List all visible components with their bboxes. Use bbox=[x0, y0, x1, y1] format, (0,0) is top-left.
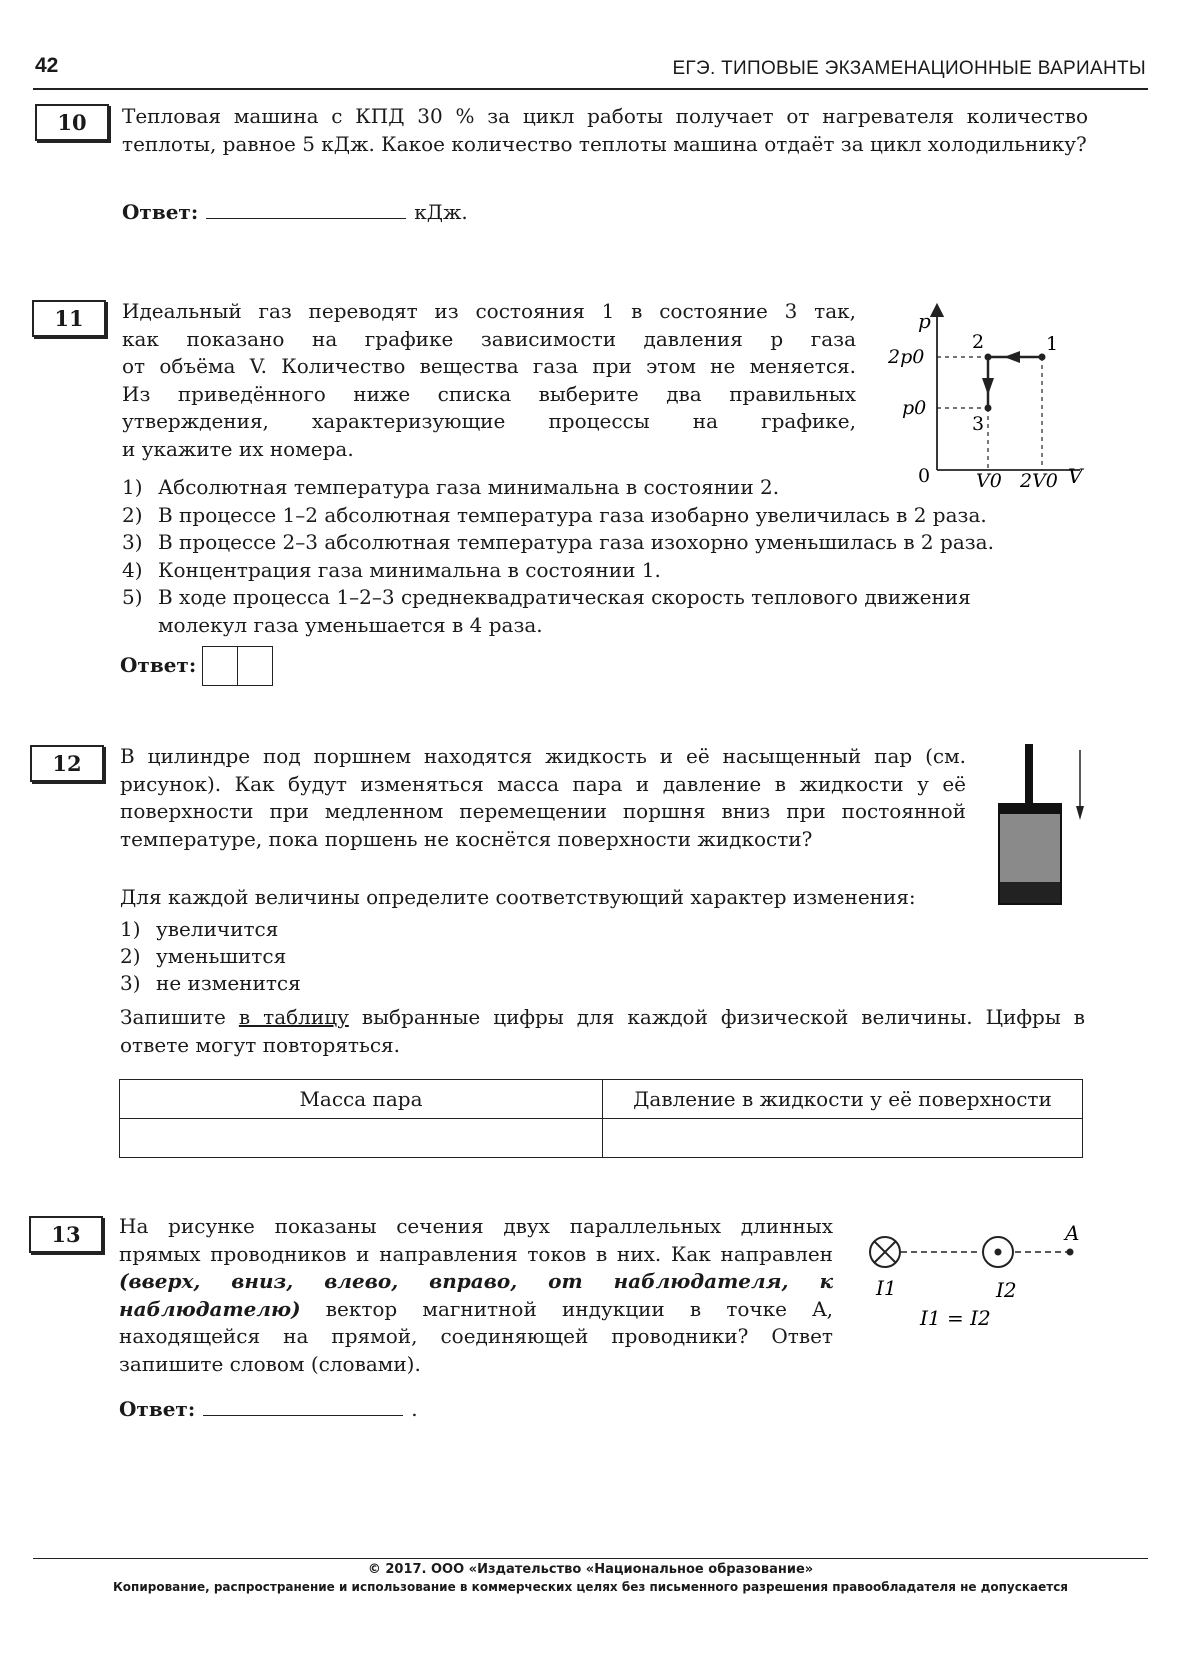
header-rule bbox=[33, 88, 1148, 90]
state-1-point bbox=[1039, 354, 1046, 361]
footer-copyright: © 2017. ООО «Издательство «Национальное образование» bbox=[367, 1562, 814, 1577]
piston bbox=[1000, 804, 1060, 814]
current-relation: I1 = I2 bbox=[920, 1306, 991, 1330]
table-header-vapor-mass: Масса пара bbox=[120, 1080, 603, 1119]
q11-option-4: 4) Концентрация газа минимальна в состоянии 1. bbox=[122, 557, 1088, 585]
q11-answer-cells bbox=[202, 646, 271, 686]
point-label-2: 2 bbox=[972, 331, 985, 353]
arrow-1-2 bbox=[1004, 351, 1020, 363]
q11-option-2: 2) В процессе 1–2 абсолютная температура газа изобарно увеличилась в 2 раза. bbox=[122, 502, 1088, 530]
question-number-12: 12 bbox=[30, 745, 104, 782]
q10-answer-unit: кДж. bbox=[414, 200, 468, 224]
motion-arrow-head bbox=[1076, 806, 1084, 820]
q11-option-num: 5) bbox=[122, 585, 143, 609]
q11-line-1: Идеальный газ переводят из состояния 1 в состояние 3 так, bbox=[122, 299, 856, 323]
q12-option-2: 2) уменьшится bbox=[120, 944, 287, 968]
q13-answer-label: Ответ: bbox=[119, 1397, 196, 1421]
q11-line-6: и укажите их номера. bbox=[122, 436, 354, 461]
q11-option-num: 2) bbox=[122, 502, 143, 527]
tick-v0: V0 bbox=[976, 470, 1002, 492]
tick-p0: p0 bbox=[902, 397, 927, 419]
q12-text: В цилиндре под поршнем находятся жидкость и её насыщенный пар (см. рисунок). Как будут изменяться масса пара и давление в жидкости у её поверхности при медленном перемещении поршня вниз при постоянной температуре, пока поршень не коснётся поверхности жидкости? bbox=[120, 744, 966, 851]
q11-answer-cell-1[interactable] bbox=[202, 646, 238, 686]
q11-line-4: Из приведённого ниже списка выберите два правильных bbox=[122, 381, 856, 406]
q11-answer-cell-2[interactable] bbox=[237, 646, 273, 686]
q12-instruction: Для каждой величины определите соответствующий характер изменения: bbox=[120, 885, 916, 909]
q11-option-num: 1) bbox=[122, 475, 143, 499]
q12-answer-table bbox=[119, 1079, 1083, 1158]
answer-cell-liquid-pressure[interactable] bbox=[603, 1119, 1083, 1158]
piston-rod bbox=[1025, 744, 1033, 806]
q13-answer-field[interactable] bbox=[203, 1395, 403, 1416]
q11-option-num: 4) bbox=[122, 557, 143, 582]
running-header: ЕГЭ. ТИПОВЫЕ ЭКЗАМЕНАЦИОННЫЕ ВАРИАНТЫ bbox=[672, 58, 1146, 79]
question-number-10: 10 bbox=[35, 104, 109, 141]
state-2-point bbox=[985, 354, 992, 361]
q11-option-5-cont: молекул газа уменьшается в 4 раза. bbox=[158, 612, 543, 637]
q11-line-2: как показано на графике зависимости давления p газа bbox=[122, 326, 856, 351]
origin-label: 0 bbox=[918, 465, 931, 487]
q12-option-3: 3) не изменится bbox=[120, 971, 301, 995]
q10-answer bbox=[122, 198, 468, 227]
q11-option-num: 3) bbox=[122, 530, 143, 554]
q13-answer: Ответ: . bbox=[119, 1397, 418, 1421]
p-axis-label: p bbox=[918, 309, 931, 333]
dot-mark bbox=[995, 1249, 1002, 1256]
q11-answer-label: Ответ: bbox=[120, 653, 197, 677]
q11-line-3: от объёма V. Количество вещества газа при этом не меняется. bbox=[122, 354, 856, 378]
wire-1-label: I1 bbox=[876, 1276, 897, 1300]
arrow-2-3 bbox=[982, 378, 994, 395]
tick-2p0: 2p0 bbox=[888, 346, 925, 368]
point-a bbox=[1067, 1249, 1074, 1256]
footer-notice: Копирование, распространение и использование в коммерческих целях без письменного разрешения правообладателя не допускается bbox=[112, 1580, 1069, 1594]
q13-emphasis: (вверх, вниз, влево, вправо, от наблюдателя, к наблюдателю) bbox=[119, 1269, 833, 1321]
tick-2v0: 2V0 bbox=[1020, 470, 1058, 492]
question-number-11: 11 bbox=[32, 300, 106, 337]
q12-table-link: в таблицу bbox=[238, 1005, 349, 1029]
q11-line-5: утверждения, характеризующие процессы на графике, bbox=[122, 409, 856, 433]
saturated-vapor bbox=[1000, 814, 1060, 882]
wire-2-label: I2 bbox=[996, 1278, 1017, 1302]
point-label-1: 1 bbox=[1046, 333, 1059, 355]
q10-answer-field[interactable] bbox=[206, 198, 406, 219]
point-label-3: 3 bbox=[972, 413, 985, 435]
question-number-13: 13 bbox=[29, 1216, 103, 1253]
page-number: 42 bbox=[35, 54, 59, 77]
q11-option-3: 3) В процессе 2–3 абсолютная температура газа изохорно уменьшилась в 2 раза. bbox=[122, 529, 1088, 557]
state-3-point bbox=[985, 405, 992, 412]
q11-pv-graph bbox=[880, 300, 1090, 500]
q11-option-5: 5) В ходе процесса 1–2–3 среднеквадратическая скорость теплового движения bbox=[122, 584, 1088, 612]
q10-answer-label: Ответ: bbox=[122, 200, 199, 224]
table-header-liquid-pressure: Давление в жидкости у её поверхности bbox=[603, 1080, 1083, 1119]
q12-option-1: 1) увеличится bbox=[120, 917, 279, 941]
point-a-label: A bbox=[1065, 1221, 1080, 1245]
q11-option-1: 1) Абсолютная температура газа минимальна в состоянии 2. bbox=[122, 474, 1088, 502]
q12-cylinder-figure bbox=[990, 740, 1090, 908]
v-axis-label: V bbox=[1068, 464, 1083, 488]
q10-text: Тепловая машина с КПД 30 % за цикл работы получает от нагревателя количество теплоты, равное 5 кДж. Какое количество теплоты машина отдаёт за цикл холодильнику? bbox=[122, 104, 1088, 156]
footer-rule bbox=[33, 1558, 1148, 1559]
q12-write-instruction: Запишите в таблицу выбранные цифры для каждой физической величины. Цифры в ответе могут повторяться. bbox=[120, 1005, 1085, 1057]
q13-text: На рисунке показаны сечения двух параллельных длинных прямых проводников и направления токов в них. Как направлен (вверх, вниз, влево, вправо, от наблюдателя, к наблюдателю) вектор магнитной индукции в точке A, находящейся на прямой, соединяющей проводники? Ответ запишите словом (словами). bbox=[119, 1214, 833, 1376]
answer-cell-vapor-mass[interactable] bbox=[120, 1119, 603, 1158]
q13-wires-figure bbox=[860, 1215, 1090, 1335]
